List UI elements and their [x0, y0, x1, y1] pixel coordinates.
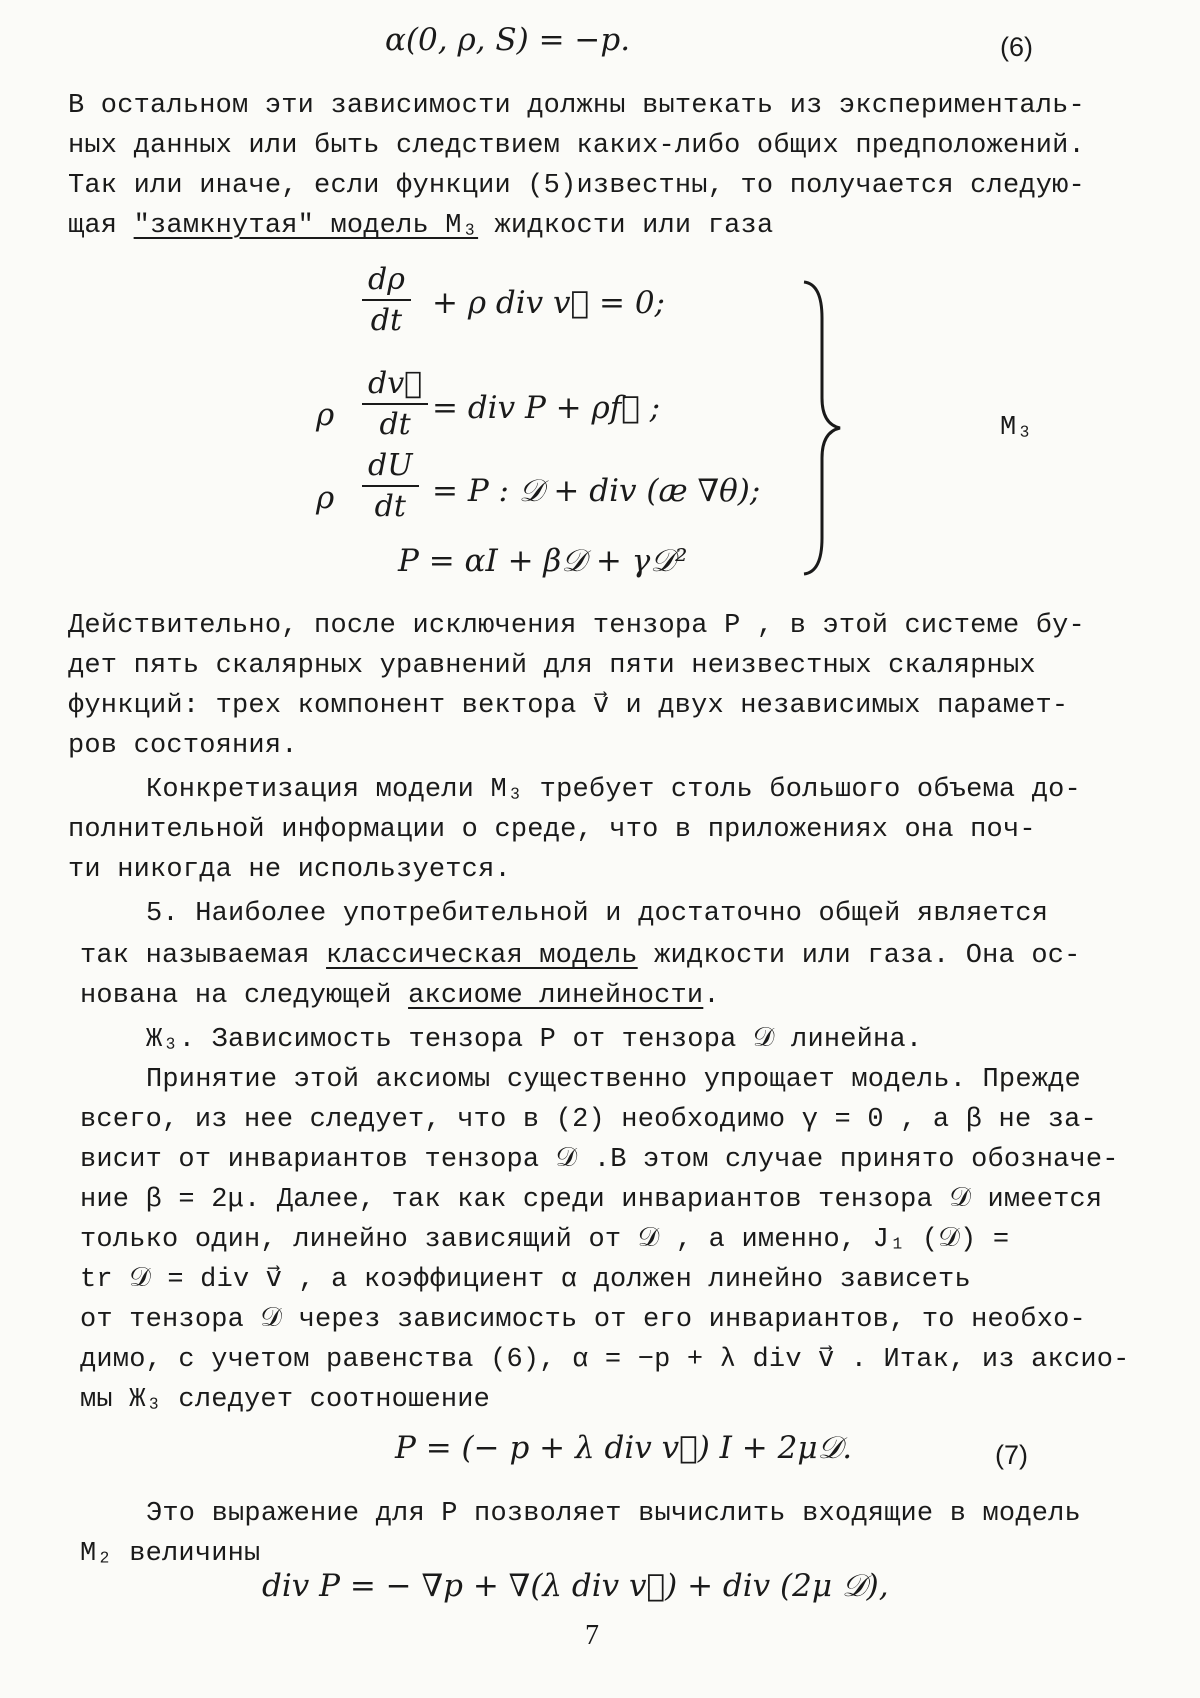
para2-line-4: ров состояния.	[68, 731, 298, 761]
para5-line-2: всего, из нее следует, что в (2) необходимо γ = 0 , а β не за-	[80, 1105, 1097, 1135]
para5-line-9: мы Ж₃ следует соотношение	[80, 1385, 491, 1415]
para1-line-2: ных данных или быть следствием каких-либо общих предположений.	[68, 131, 1085, 161]
system-eq3-lead: ρ	[316, 480, 335, 516]
para4-line-2-prefix: так называемая	[80, 941, 327, 971]
para5-line-3: висит от инвариантов тензора 𝒟 .В этом случае принято обозначе-	[80, 1145, 1119, 1175]
para2-line-1: Действительно, после исключения тензора P , в этой системе бу-	[68, 611, 1085, 641]
para1-line-1: В остальном эти зависимости должны вытекать из эксперименталь-	[68, 91, 1085, 121]
system-label: M₃	[1000, 413, 1033, 443]
para5-line-4: ние β = 2μ. Далее, так как среди инвариантов тензора 𝒟 имеется	[80, 1185, 1103, 1215]
para5-line-1: Принятие этой аксиомы существенно упрощает модель. Прежде	[146, 1065, 1081, 1095]
equation-7: P = (− p + λ div v⃗) I + 2μ𝒟.	[395, 1430, 853, 1466]
closed-model-term: "замкнутая" модель M₃	[133, 211, 479, 241]
linearity-axiom-term: аксиоме линейности	[408, 981, 704, 1011]
axiom-statement: Ж₃. Зависимость тензора P от тензора 𝒟 линейна.	[146, 1025, 923, 1055]
para4-line-3-prefix: нована на следующей	[80, 981, 409, 1011]
system-eq3-rest: = P : 𝒟 + div (æ ∇θ);	[432, 473, 761, 509]
system-eq1-denominator: dt	[370, 303, 403, 338]
system-eq3-denominator: dt	[374, 489, 406, 524]
system-eq2-rest: = div P + ρf⃗ ;	[432, 390, 661, 426]
para1-line-4	[68, 208, 773, 244]
para5-line-6: tr 𝒟 = div v⃗ , а коэффициент α должен линейно зависеть	[80, 1265, 971, 1295]
system-eq1-numerator: dρ	[362, 262, 411, 301]
para4-line-2	[80, 938, 1081, 974]
para2-line-3: функций: трех компонент вектора v⃗ и двух независимых парамет-	[68, 691, 1069, 721]
para3-line-2: полнительной информации о среде, что в приложениях она поч-	[68, 815, 1036, 845]
para5-line-7: от тензора 𝒟 через зависимость от его инвариантов, то необхо-	[80, 1305, 1086, 1335]
para5-line-8: димо, с учетом равенства (6), α = −p + λ div v⃗ . Итак, из аксио-	[80, 1345, 1130, 1375]
system-eq2-denominator: dt	[379, 407, 411, 442]
equation-6: α(0, ρ, S) = −p.	[385, 22, 631, 58]
system-eq4: P = αI + β𝒟 + γ𝒟²	[398, 543, 688, 579]
system-brace	[800, 278, 850, 578]
para3-line-1: Конкретизация модели M₃ требует столь большого объема до-	[146, 775, 1081, 805]
para1-line-4-prefix: щая	[68, 211, 134, 241]
system-eq2-numerator: dv⃗	[362, 366, 428, 405]
divergence-equation: div P = − ∇p + ∇(λ div v⃗) + div (2μ 𝒟),	[262, 1568, 889, 1604]
para4-line-3-suffix: .	[703, 981, 720, 1011]
equation-7-number: (7)	[995, 1440, 1028, 1470]
system-eq3-numerator: dU	[362, 448, 419, 487]
equation-6-number: (6)	[1000, 32, 1033, 62]
system-eq1-rest: + ρ div v⃗ = 0;	[432, 285, 665, 321]
para6-line-1: Это выражение для P позволяет вычислить входящие в модель	[146, 1499, 1081, 1529]
para4-line-1: 5. Наиболее употребительной и достаточно общей является	[146, 899, 1049, 929]
para4-line-3	[80, 978, 720, 1014]
para1-line-3: Так или иначе, если функции (5)известны, то получается следую-	[68, 171, 1085, 201]
system-eq2-lead: ρ	[316, 397, 335, 433]
system-eq3-fraction	[362, 448, 419, 524]
para2-line-2: дет пять скалярных уравнений для пяти неизвестных скалярных	[68, 651, 1036, 681]
para1-line-4-suffix: жидкости или газа	[478, 211, 774, 241]
para3-line-3: ти никогда не используется.	[68, 855, 511, 885]
system-eq1-fraction	[362, 262, 411, 338]
classical-model-term: классическая модель	[326, 941, 638, 971]
para5-line-5: только один, линейно зависящий от 𝒟 , а именно, J₁ (𝒟) =	[80, 1225, 1010, 1255]
para6-line-2: M₂ величины	[80, 1539, 261, 1569]
para4-line-2-suffix: жидкости или газа. Она ос-	[637, 941, 1081, 971]
system-eq2-fraction	[362, 366, 428, 442]
page-number: 7	[585, 1620, 599, 1651]
